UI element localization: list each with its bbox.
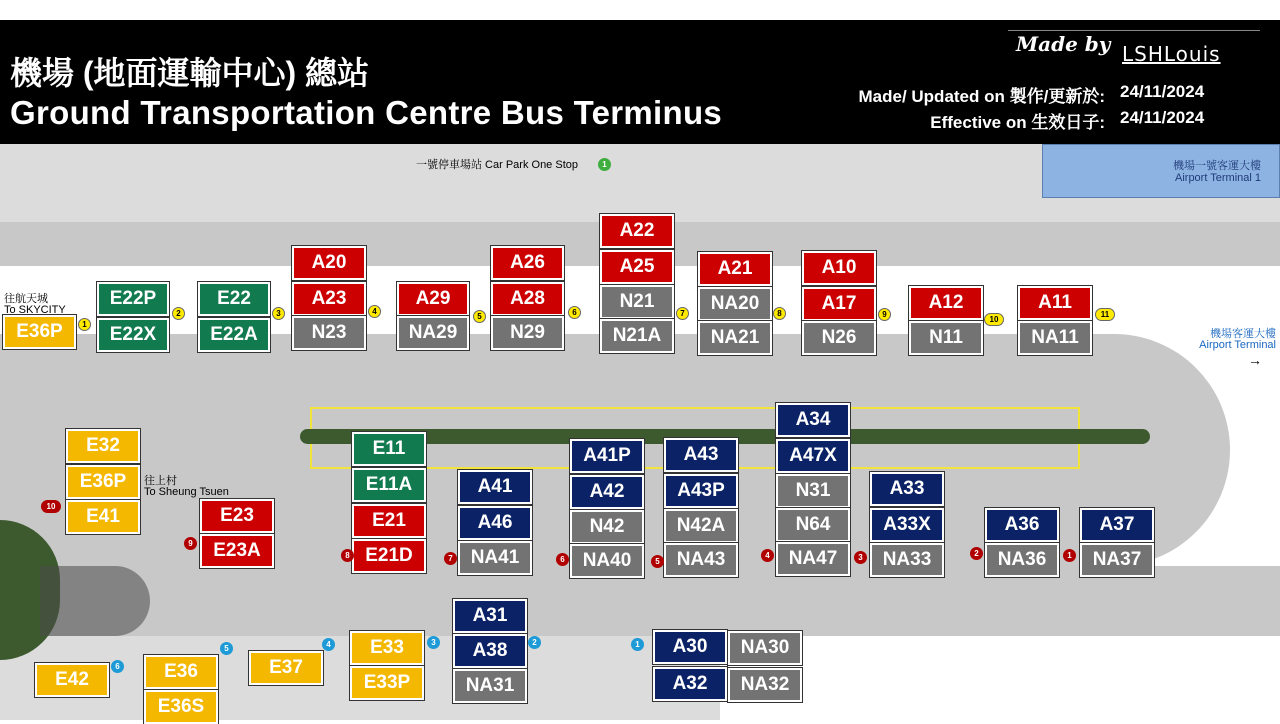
stop-marker-red-10: 10 bbox=[41, 500, 61, 513]
stop-marker-blue-3: 3 bbox=[427, 636, 440, 649]
route-a38[interactable]: A38 bbox=[453, 634, 527, 668]
route-a32[interactable]: A32 bbox=[653, 667, 727, 701]
route-na31[interactable]: NA31 bbox=[453, 669, 527, 703]
route-a30[interactable]: A30 bbox=[653, 630, 727, 664]
route-a46[interactable]: A46 bbox=[458, 506, 532, 540]
route-a22[interactable]: A22 bbox=[600, 214, 674, 248]
route-e36p-top[interactable]: E36P bbox=[3, 315, 76, 349]
route-n23[interactable]: N23 bbox=[292, 316, 366, 350]
route-a10[interactable]: A10 bbox=[802, 251, 876, 285]
skycity-label-zh: 往航天城 bbox=[4, 293, 48, 305]
airport-terminal-label-en: Airport Terminal bbox=[1199, 339, 1276, 351]
route-na47[interactable]: NA47 bbox=[776, 542, 850, 576]
stop-marker-yellow-3: 3 bbox=[272, 307, 285, 320]
route-a20[interactable]: A20 bbox=[292, 246, 366, 280]
route-e33[interactable]: E33 bbox=[350, 631, 424, 665]
route-n29[interactable]: N29 bbox=[491, 316, 564, 350]
route-na37[interactable]: NA37 bbox=[1080, 543, 1154, 577]
route-n26[interactable]: N26 bbox=[802, 321, 876, 355]
stop-marker-red-3: 3 bbox=[854, 551, 867, 564]
title-zh: 機場 (地面運輸中心) 總站 bbox=[10, 55, 370, 91]
stop-marker-yellow-9: 9 bbox=[878, 308, 891, 321]
stop-marker-red-9: 9 bbox=[184, 537, 197, 550]
route-na20[interactable]: NA20 bbox=[698, 287, 772, 321]
route-n21[interactable]: N21 bbox=[600, 285, 674, 319]
route-na29[interactable]: NA29 bbox=[397, 316, 469, 350]
route-e23a[interactable]: E23A bbox=[200, 534, 274, 568]
terminal1-box bbox=[1042, 144, 1280, 198]
route-e41[interactable]: E41 bbox=[66, 500, 140, 534]
arrow-right-icon: → bbox=[1248, 352, 1262, 368]
route-e36p-mid[interactable]: E36P bbox=[66, 465, 140, 499]
terminal1-label-en: Airport Terminal 1 bbox=[1175, 172, 1261, 184]
route-a21[interactable]: A21 bbox=[698, 252, 772, 286]
route-a42[interactable]: A42 bbox=[570, 475, 644, 509]
route-n11[interactable]: N11 bbox=[909, 321, 983, 355]
author-signature: LSHLouis bbox=[1122, 42, 1221, 66]
route-e23[interactable]: E23 bbox=[200, 499, 274, 533]
route-e32[interactable]: E32 bbox=[66, 429, 140, 463]
route-na43[interactable]: NA43 bbox=[664, 543, 738, 577]
stop-marker-yellow-6: 6 bbox=[568, 306, 581, 319]
route-a26[interactable]: A26 bbox=[491, 246, 564, 280]
route-e22[interactable]: E22 bbox=[198, 282, 270, 316]
route-e11[interactable]: E11 bbox=[352, 432, 426, 466]
route-n21a[interactable]: N21A bbox=[600, 319, 674, 353]
route-e36[interactable]: E36 bbox=[144, 655, 218, 689]
stop-marker-blue-1: 1 bbox=[631, 638, 644, 651]
stop-marker-yellow-11: 11 bbox=[1095, 308, 1115, 321]
stop-marker-yellow-4: 4 bbox=[368, 305, 381, 318]
route-a23[interactable]: A23 bbox=[292, 282, 366, 316]
route-e22x[interactable]: E22X bbox=[97, 318, 169, 352]
route-a29[interactable]: A29 bbox=[397, 282, 469, 316]
effective-value: 24/11/2024 bbox=[1120, 108, 1205, 127]
made-by-label: Made by bbox=[1016, 32, 1111, 56]
route-na30[interactable]: NA30 bbox=[728, 631, 802, 665]
sheung-tsuen-label-en: To Sheung Tsuen bbox=[144, 486, 229, 498]
route-e21[interactable]: E21 bbox=[352, 504, 426, 538]
header-bar bbox=[0, 20, 1280, 144]
stop-marker-yellow-7: 7 bbox=[676, 307, 689, 320]
route-na32[interactable]: NA32 bbox=[728, 668, 802, 702]
route-a41p[interactable]: A41P bbox=[570, 439, 644, 473]
route-na11[interactable]: NA11 bbox=[1018, 321, 1092, 355]
route-a41[interactable]: A41 bbox=[458, 470, 532, 504]
route-e22a[interactable]: E22A bbox=[198, 318, 270, 352]
route-a43p[interactable]: A43P bbox=[664, 474, 738, 508]
route-a47x[interactable]: A47X bbox=[776, 439, 850, 473]
stop-marker-red-8: 8 bbox=[341, 549, 354, 562]
stop-marker-blue-4: 4 bbox=[322, 638, 335, 651]
route-e21d[interactable]: E21D bbox=[352, 539, 426, 573]
route-n64[interactable]: N64 bbox=[776, 508, 850, 542]
airport-terminal-label-zh: 機場客運大樓 bbox=[1210, 328, 1276, 340]
route-a33x[interactable]: A33X bbox=[870, 508, 944, 542]
title-en: Ground Transportation Centre Bus Terminus bbox=[10, 94, 723, 131]
route-e36s[interactable]: E36S bbox=[144, 690, 218, 724]
route-e42[interactable]: E42 bbox=[35, 663, 109, 697]
stop-marker-yellow-2: 2 bbox=[172, 307, 185, 320]
stop-marker-red-1: 1 bbox=[1063, 549, 1076, 562]
green-area-left-lower bbox=[40, 566, 150, 636]
sheung-tsuen-label-zh: 往上村 bbox=[144, 475, 177, 487]
stop-marker-blue-5: 5 bbox=[220, 642, 233, 655]
route-a34[interactable]: A34 bbox=[776, 403, 850, 437]
route-a43[interactable]: A43 bbox=[664, 438, 738, 472]
route-na41[interactable]: NA41 bbox=[458, 541, 532, 575]
route-na36[interactable]: NA36 bbox=[985, 543, 1059, 577]
route-a17[interactable]: A17 bbox=[802, 287, 876, 321]
stop-marker-yellow-10: 10 bbox=[984, 313, 1004, 326]
route-e22p[interactable]: E22P bbox=[97, 282, 169, 316]
skycity-label-en: To SKYCITY bbox=[4, 304, 66, 316]
effective-label: Effective on 生效日子: bbox=[930, 113, 1105, 132]
route-na21[interactable]: NA21 bbox=[698, 321, 772, 355]
route-e11a[interactable]: E11A bbox=[352, 468, 426, 502]
route-e33p[interactable]: E33P bbox=[350, 666, 424, 700]
route-a25[interactable]: A25 bbox=[600, 250, 674, 284]
stop-marker-yellow-5: 5 bbox=[473, 310, 486, 323]
stop-marker-blue-2: 2 bbox=[528, 636, 541, 649]
route-n42[interactable]: N42 bbox=[570, 510, 644, 544]
route-na33[interactable]: NA33 bbox=[870, 543, 944, 577]
route-a11[interactable]: A11 bbox=[1018, 286, 1092, 320]
route-na40[interactable]: NA40 bbox=[570, 544, 644, 578]
route-e37[interactable]: E37 bbox=[249, 651, 323, 685]
updated-value: 24/11/2024 bbox=[1120, 82, 1205, 101]
terminal1-label-zh: 機場一號客運大樓 bbox=[1173, 160, 1261, 172]
stop-marker-red-5: 5 bbox=[651, 555, 664, 568]
route-a36[interactable]: A36 bbox=[985, 508, 1059, 542]
route-a37[interactable]: A37 bbox=[1080, 508, 1154, 542]
route-n31[interactable]: N31 bbox=[776, 474, 850, 508]
stop-marker-red-6: 6 bbox=[556, 553, 569, 566]
stop-marker-red-7: 7 bbox=[444, 552, 457, 565]
route-a28[interactable]: A28 bbox=[491, 282, 564, 316]
stop-marker-red-4: 4 bbox=[761, 549, 774, 562]
stop-marker-yellow-8: 8 bbox=[773, 307, 786, 320]
stop-marker-blue-6: 6 bbox=[111, 660, 124, 673]
route-a31[interactable]: A31 bbox=[453, 599, 527, 633]
car-park-stop-label: 一號停車場站 Car Park One Stop bbox=[416, 159, 578, 171]
route-n42a[interactable]: N42A bbox=[664, 509, 738, 543]
header-divider bbox=[1008, 30, 1260, 31]
route-a12[interactable]: A12 bbox=[909, 286, 983, 320]
route-a33[interactable]: A33 bbox=[870, 472, 944, 506]
stop-marker-yellow-1: 1 bbox=[78, 318, 91, 331]
stop-marker-green-1: 1 bbox=[598, 158, 611, 171]
updated-label: Made/ Updated on 製作/更新於: bbox=[858, 87, 1105, 106]
stop-marker-red-2: 2 bbox=[970, 547, 983, 560]
